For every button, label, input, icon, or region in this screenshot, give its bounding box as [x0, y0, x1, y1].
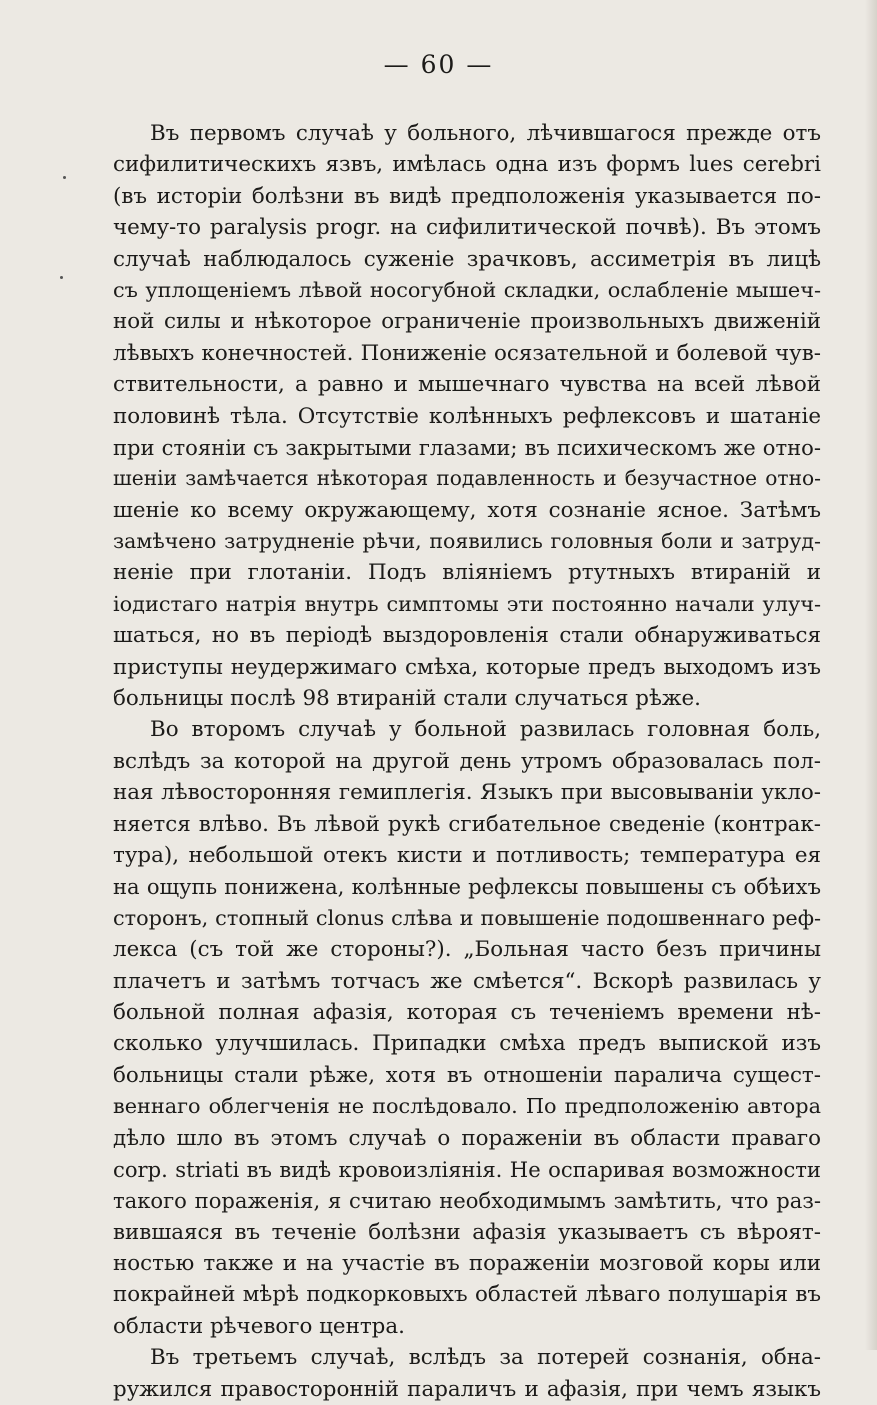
text-line: corp. striati въ видѣ кровоизліянія. Не оспаривая возможности: [113, 1156, 821, 1182]
text-line: сторонъ, стопный clonus слѣва и повышеніе подошвеннаго реф-: [113, 905, 821, 930]
text-line: лѣвыхъ конечностей. Пониженіе осязательной и болевой чув-: [113, 340, 821, 366]
text-line: ная лѣвосторонняя гемиплегія. Языкъ при высовываніи укло-: [113, 780, 821, 806]
text-line: ностью также и на участіе въ пораженіи мозговой коры или: [113, 1251, 821, 1277]
text-line: больницы послѣ 98 втираній стали случаться рѣже.: [113, 686, 701, 712]
text-line: лекса (съ той же стороны?). „Больная часто безъ причины: [113, 937, 821, 963]
text-line: покрайней мѣрѣ подкорковыхъ областей лѣваго полушарія въ: [113, 1282, 821, 1308]
text-line: плачетъ и затѣмъ тотчасъ же смѣется“. Вскорѣ развилась у: [113, 968, 821, 994]
text-line: больницы стали рѣже, хотя въ отношеніи паралича сущест-: [113, 1062, 821, 1088]
text-line: шеніе ко всему окружающему, хотя сознаніе ясное. Затѣмъ: [113, 497, 821, 523]
text-line: ной силы и нѣкоторое ограниченіе произвольныхъ движеній: [113, 309, 821, 335]
text-line: тура), небольшой отекъ кисти и потливость; температура ея: [113, 842, 821, 868]
text-line: вслѣдъ за которой на другой день утромъ образовалась пол-: [113, 748, 821, 774]
text-line: на ощупь понижена, колѣнные рефлексы повышены съ обѣихъ: [113, 874, 821, 900]
text-line: приступы неудержимаго смѣха, которые предъ выходомъ изъ: [113, 654, 821, 680]
text-line: замѣчено затрудненіе рѣчи, появились головныя боли и затруд-: [113, 529, 821, 554]
text-line: Въ первомъ случаѣ у больного, лѣчившагося прежде отъ: [150, 121, 821, 146]
text-line: неніе при глотаніи. Подъ вліяніемъ ртутныхъ втираній и: [113, 560, 821, 586]
text-line: сифилитическихъ язвъ, имѣлась одна изъ формъ lues cerebri: [113, 152, 821, 178]
text-line: няется влѣво. Въ лѣвой рукѣ сгибательное сведеніе (контрак-: [113, 811, 821, 837]
paper-speck: [63, 176, 66, 179]
text-line: Во второмъ случаѣ у больной развилась головная боль,: [150, 717, 821, 743]
text-line: Въ третьемъ случаѣ, вслѣдъ за потерей сознанія, обна-: [150, 1345, 821, 1371]
text-line: дѣло шло въ этомъ случаѣ о пораженіи въ области праваго: [113, 1125, 821, 1151]
text-line: сколько улучшилась. Припадки смѣха предъ выпиской изъ: [113, 1031, 821, 1057]
text-line: шеніи замѣчается нѣкоторая подавленность и безучастное отно-: [113, 466, 821, 491]
text-line: больной полная афазія, которая съ теченіемъ времени нѣ-: [113, 999, 821, 1025]
text-line: области рѣчевого центра.: [113, 1313, 405, 1339]
text-line: при стояніи съ закрытыми глазами; въ психическомъ же отно-: [113, 434, 821, 460]
text-line: ствительности, а равно и мышечнаго чувства на всей лѣвой: [113, 372, 821, 398]
text-line: іодистаго натрія внутрь симптомы эти постоянно начали улуч-: [113, 591, 821, 616]
text-line: чему-то paralysis progr. на сифилитической почвѣ). Въ этомъ: [113, 215, 821, 241]
text-line: половинѣ тѣла. Отсутствіе колѣнныхъ рефлексовъ и шатаніе: [113, 403, 821, 429]
text-line: такого пораженія, я считаю необходимымъ замѣтить, что раз-: [113, 1188, 821, 1214]
page-edge-shadow: [865, 0, 877, 1350]
text-line: (въ исторіи болѣзни въ видѣ предположенія указывается по-: [113, 183, 821, 209]
page-number: — 60 —: [383, 50, 494, 79]
body-text: [113, 118, 821, 1405]
text-line: шаться, но въ періодѣ выздоровленія стали обнаруживаться: [113, 623, 821, 649]
text-line: ружился правосторонній параличъ и афазія, при чемъ языкъ: [113, 1376, 821, 1402]
text-line: съ уплощеніемъ лѣвой носогубной складки, ослабленіе мышеч-: [113, 277, 821, 302]
text-line: вившаяся въ теченіе болѣзни афазія указываетъ съ вѣроят-: [113, 1219, 821, 1245]
paper-speck: [60, 276, 63, 279]
text-line: веннаго облегченія не послѣдовало. По предположенію автора: [113, 1094, 821, 1119]
text-line: случаѣ наблюдалось суженіе зрачковъ, ассиметрія въ лицѣ: [113, 246, 821, 272]
